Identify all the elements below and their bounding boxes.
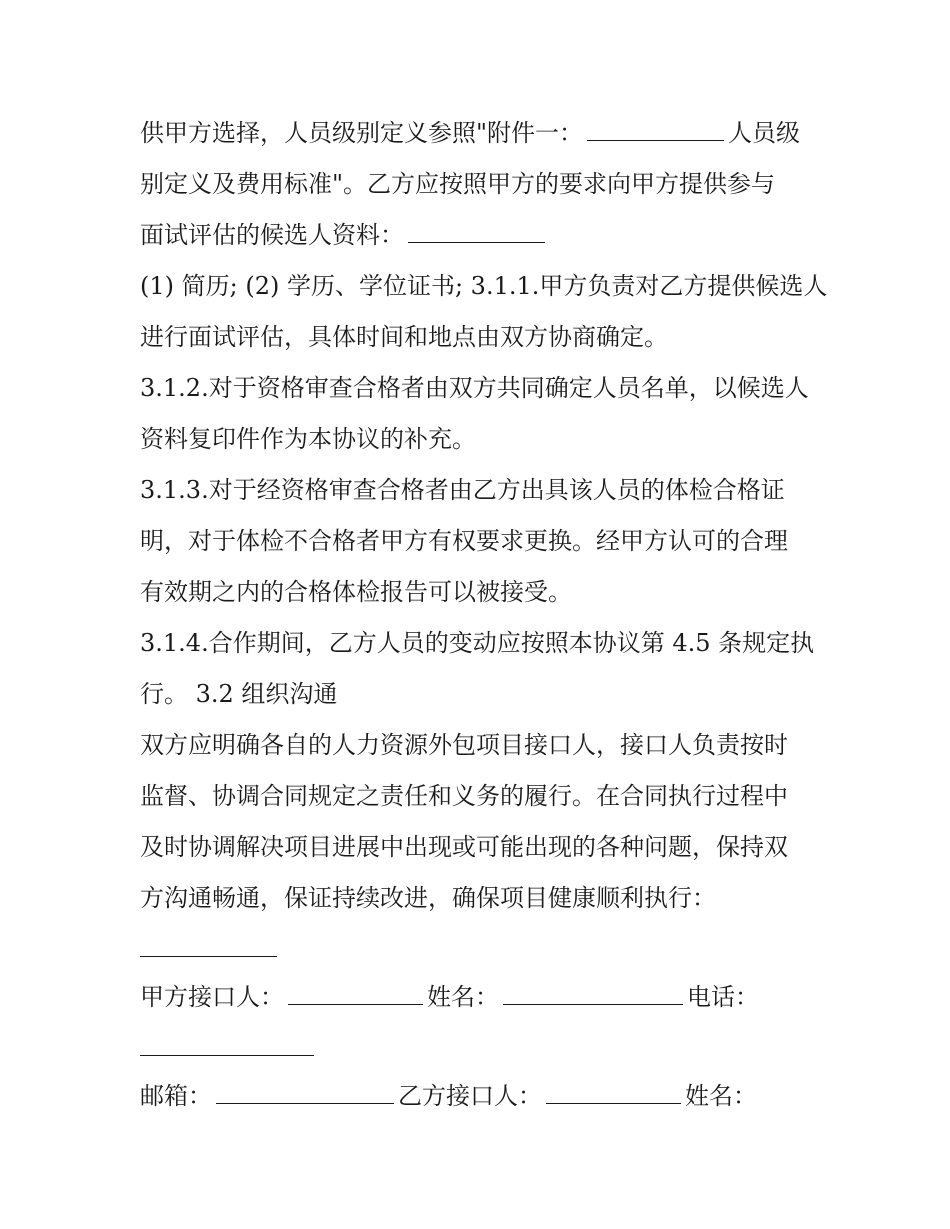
fill-blank <box>503 974 683 1005</box>
contact-line-yi: 邮箱： 乙方接口人： 姓名： <box>140 1071 820 1122</box>
text-line: 进行面试评估，具体时间和地点由双方协商确定。 <box>140 323 668 351</box>
text-line: 有效期之内的合格体检报告可以被接受。 <box>140 578 572 606</box>
text-line: 监督、协调合同规定之责任和义务的履行。在合同执行过程中 <box>140 782 788 810</box>
text-line: 明，对于体检不合格者甲方有权要求更换。经甲方认可的合理 <box>140 527 788 555</box>
text-line: 及时协调解决项目进展中出现或可能出现的各种问题，保持双 <box>140 833 788 861</box>
text-line: 别定义及费用标准"。乙方应按照甲方的要求向甲方提供参与 <box>140 170 776 198</box>
text-line: 供甲方选择，人员级别定义参照"附件一： 人员级 <box>140 108 820 159</box>
fill-blank <box>546 1073 681 1104</box>
text-line: 3.1.3.对于经资格审查合格者由乙方出具该人员的体检合格证 <box>140 476 785 504</box>
fill-blank <box>140 926 277 957</box>
text-line: 3.1.2.对于资格审查合格者由双方共同确定人员名单，以候选人 <box>140 374 809 402</box>
text-line: 双方应明确各自的人力资源外包项目接口人，接口人负责按时 <box>140 731 788 759</box>
fill-blank <box>288 974 423 1005</box>
text-line: 面试评估的候选人资料： <box>140 210 820 261</box>
text-line: 资料复印件作为本协议的补充。 <box>140 425 476 453</box>
text-line: 3.1.4.合作期间，乙方人员的变动应按照本协议第 4.5 条规定执 <box>140 629 815 657</box>
document-body <box>140 108 828 1122</box>
fill-blank <box>140 1025 314 1056</box>
blank-line <box>140 924 820 972</box>
text-line: 方沟通畅通，保证持续改进，确保项目健康顺利执行： <box>140 884 716 912</box>
fill-blank <box>216 1073 394 1104</box>
blank-line <box>140 1023 820 1071</box>
contact-line-jia: 甲方接口人： 姓名： 电话： <box>140 972 820 1023</box>
fill-blank <box>587 110 724 141</box>
fill-blank <box>408 212 545 243</box>
text-line: 行。 3.2 组织沟通 <box>140 680 338 708</box>
text-line: (1) 简历; (2) 学历、学位证书; 3.1.1.甲方负责对乙方提供候选人 <box>140 272 828 300</box>
